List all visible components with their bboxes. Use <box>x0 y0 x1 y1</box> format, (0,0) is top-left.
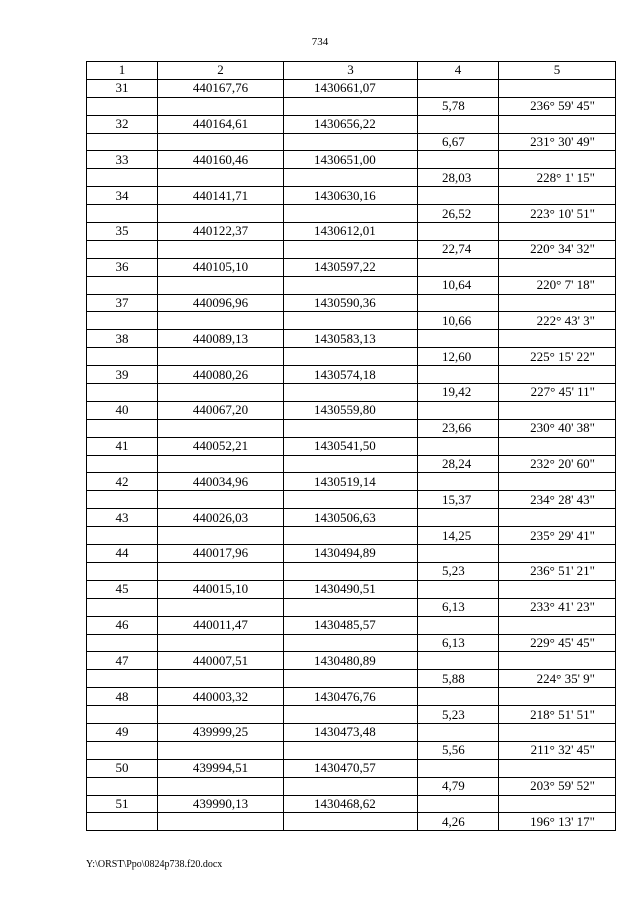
empty-cell <box>284 419 418 437</box>
column-header: 5 <box>499 62 616 80</box>
x-coordinate-cell: 440105,10 <box>158 258 284 276</box>
length-cell: 26,52 <box>418 205 499 223</box>
empty-cell <box>418 545 499 563</box>
bearing-cell: 211° 32' 45" <box>499 741 616 759</box>
empty-cell <box>499 223 616 241</box>
empty-cell <box>158 598 284 616</box>
x-coordinate-cell: 440011,47 <box>158 616 284 634</box>
point-row <box>87 437 616 455</box>
empty-cell <box>158 169 284 187</box>
point-row <box>87 616 616 634</box>
y-coordinate-cell: 1430485,57 <box>284 616 418 634</box>
empty-cell <box>158 276 284 294</box>
x-coordinate-cell: 440003,32 <box>158 688 284 706</box>
empty-cell <box>499 580 616 598</box>
point-number-cell: 51 <box>87 795 158 813</box>
point-number-cell: 45 <box>87 580 158 598</box>
empty-cell <box>499 187 616 205</box>
empty-cell <box>499 688 616 706</box>
empty-cell <box>499 616 616 634</box>
segment-row <box>87 205 616 223</box>
segment-row <box>87 598 616 616</box>
point-number-cell: 34 <box>87 187 158 205</box>
empty-cell <box>87 741 158 759</box>
empty-cell <box>418 258 499 276</box>
empty-cell <box>284 133 418 151</box>
bearing-cell: 220° 34' 32" <box>499 240 616 258</box>
x-coordinate-cell: 440089,13 <box>158 330 284 348</box>
x-coordinate-cell: 439994,51 <box>158 759 284 777</box>
y-coordinate-cell: 1430651,00 <box>284 151 418 169</box>
point-row <box>87 580 616 598</box>
empty-cell <box>499 652 616 670</box>
empty-cell <box>87 706 158 724</box>
x-coordinate-cell: 440026,03 <box>158 509 284 527</box>
segment-row <box>87 491 616 509</box>
bearing-cell: 218° 51' 51" <box>499 706 616 724</box>
empty-cell <box>158 670 284 688</box>
empty-cell <box>499 759 616 777</box>
segment-row <box>87 240 616 258</box>
bearing-cell: 231° 30' 49" <box>499 133 616 151</box>
empty-cell <box>87 670 158 688</box>
x-coordinate-cell: 439999,25 <box>158 723 284 741</box>
empty-cell <box>284 205 418 223</box>
empty-cell <box>158 312 284 330</box>
empty-cell <box>499 258 616 276</box>
length-cell: 10,64 <box>418 276 499 294</box>
empty-cell <box>158 813 284 831</box>
segment-row <box>87 706 616 724</box>
y-coordinate-cell: 1430559,80 <box>284 401 418 419</box>
point-number-cell: 43 <box>87 509 158 527</box>
bearing-cell: 230° 40' 38" <box>499 419 616 437</box>
length-cell: 14,25 <box>418 527 499 545</box>
empty-cell <box>499 115 616 133</box>
empty-cell <box>87 276 158 294</box>
point-number-cell: 31 <box>87 79 158 97</box>
bearing-cell: 225° 15' 22" <box>499 348 616 366</box>
point-number-cell: 48 <box>87 688 158 706</box>
point-number-cell: 41 <box>87 437 158 455</box>
empty-cell <box>284 491 418 509</box>
point-number-cell: 44 <box>87 545 158 563</box>
empty-cell <box>499 151 616 169</box>
point-row <box>87 79 616 97</box>
y-coordinate-cell: 1430630,16 <box>284 187 418 205</box>
point-row <box>87 366 616 384</box>
table-header-row <box>87 62 616 80</box>
y-coordinate-cell: 1430494,89 <box>284 545 418 563</box>
segment-row <box>87 527 616 545</box>
column-header: 1 <box>87 62 158 80</box>
empty-cell <box>87 634 158 652</box>
bearing-cell: 222° 43' 3" <box>499 312 616 330</box>
y-coordinate-cell: 1430590,36 <box>284 294 418 312</box>
point-row <box>87 509 616 527</box>
empty-cell <box>418 616 499 634</box>
y-coordinate-cell: 1430519,14 <box>284 473 418 491</box>
point-number-cell: 42 <box>87 473 158 491</box>
length-cell: 5,78 <box>418 97 499 115</box>
empty-cell <box>499 294 616 312</box>
point-number-cell: 39 <box>87 366 158 384</box>
y-coordinate-cell: 1430612,01 <box>284 223 418 241</box>
length-cell: 28,24 <box>418 455 499 473</box>
empty-cell <box>158 634 284 652</box>
x-coordinate-cell: 440160,46 <box>158 151 284 169</box>
empty-cell <box>284 312 418 330</box>
empty-cell <box>87 562 158 580</box>
y-coordinate-cell: 1430541,50 <box>284 437 418 455</box>
file-path-footer: Y:\ORST\Ppo\0824p738.f20.docx <box>86 859 223 870</box>
bearing-cell: 236° 59' 45" <box>499 97 616 115</box>
segment-row <box>87 562 616 580</box>
length-cell: 22,74 <box>418 240 499 258</box>
empty-cell <box>499 366 616 384</box>
empty-cell <box>284 813 418 831</box>
x-coordinate-cell: 440080,26 <box>158 366 284 384</box>
segment-row <box>87 97 616 115</box>
bearing-cell: 228° 1' 15" <box>499 169 616 187</box>
x-coordinate-cell: 440141,71 <box>158 187 284 205</box>
empty-cell <box>87 598 158 616</box>
y-coordinate-cell: 1430574,18 <box>284 366 418 384</box>
point-row <box>87 795 616 813</box>
length-cell: 23,66 <box>418 419 499 437</box>
empty-cell <box>418 688 499 706</box>
y-coordinate-cell: 1430661,07 <box>284 79 418 97</box>
bearing-cell: 224° 35' 9" <box>499 670 616 688</box>
empty-cell <box>158 240 284 258</box>
empty-cell <box>418 580 499 598</box>
empty-cell <box>158 384 284 402</box>
page-number: 734 <box>311 36 329 48</box>
empty-cell <box>418 366 499 384</box>
column-header: 3 <box>284 62 418 80</box>
length-cell: 4,79 <box>418 777 499 795</box>
empty-cell <box>499 437 616 455</box>
x-coordinate-cell: 440017,96 <box>158 545 284 563</box>
bearing-cell: 235° 29' 41" <box>499 527 616 545</box>
empty-cell <box>418 509 499 527</box>
empty-cell <box>499 401 616 419</box>
empty-cell <box>284 777 418 795</box>
segment-row <box>87 348 616 366</box>
length-cell: 5,23 <box>418 706 499 724</box>
empty-cell <box>418 795 499 813</box>
point-number-cell: 35 <box>87 223 158 241</box>
empty-cell <box>158 348 284 366</box>
empty-cell <box>158 777 284 795</box>
point-row <box>87 401 616 419</box>
empty-cell <box>284 562 418 580</box>
length-cell: 10,66 <box>418 312 499 330</box>
empty-cell <box>418 151 499 169</box>
length-cell: 6,13 <box>418 634 499 652</box>
empty-cell <box>87 133 158 151</box>
y-coordinate-cell: 1430490,51 <box>284 580 418 598</box>
empty-cell <box>418 79 499 97</box>
empty-cell <box>87 312 158 330</box>
empty-cell <box>284 384 418 402</box>
empty-cell <box>499 79 616 97</box>
y-coordinate-cell: 1430470,57 <box>284 759 418 777</box>
point-row <box>87 330 616 348</box>
x-coordinate-cell: 440007,51 <box>158 652 284 670</box>
bearing-cell: 227° 45' 11" <box>499 384 616 402</box>
empty-cell <box>158 491 284 509</box>
point-number-cell: 36 <box>87 258 158 276</box>
empty-cell <box>158 97 284 115</box>
bearing-cell: 232° 20' 60" <box>499 455 616 473</box>
y-coordinate-cell: 1430480,89 <box>284 652 418 670</box>
point-row <box>87 294 616 312</box>
x-coordinate-cell: 440122,37 <box>158 223 284 241</box>
empty-cell <box>284 527 418 545</box>
point-number-cell: 40 <box>87 401 158 419</box>
bearing-cell: 203° 59' 52" <box>499 777 616 795</box>
length-cell: 5,56 <box>418 741 499 759</box>
empty-cell <box>284 97 418 115</box>
empty-cell <box>284 169 418 187</box>
bearing-cell: 196° 13' 17" <box>499 813 616 831</box>
point-number-cell: 47 <box>87 652 158 670</box>
bearing-cell: 234° 28' 43" <box>499 491 616 509</box>
bearing-cell: 220° 7' 18" <box>499 276 616 294</box>
empty-cell <box>87 455 158 473</box>
empty-cell <box>418 223 499 241</box>
empty-cell <box>284 598 418 616</box>
point-row <box>87 652 616 670</box>
length-cell: 12,60 <box>418 348 499 366</box>
segment-row <box>87 384 616 402</box>
column-header: 4 <box>418 62 499 80</box>
point-row <box>87 759 616 777</box>
point-row <box>87 115 616 133</box>
empty-cell <box>499 330 616 348</box>
length-cell: 6,67 <box>418 133 499 151</box>
empty-cell <box>284 741 418 759</box>
empty-cell <box>418 294 499 312</box>
x-coordinate-cell: 440164,61 <box>158 115 284 133</box>
empty-cell <box>499 795 616 813</box>
point-number-cell: 49 <box>87 723 158 741</box>
point-row <box>87 223 616 241</box>
empty-cell <box>499 723 616 741</box>
segment-row <box>87 312 616 330</box>
segment-row <box>87 276 616 294</box>
empty-cell <box>87 384 158 402</box>
empty-cell <box>418 652 499 670</box>
empty-cell <box>158 562 284 580</box>
x-coordinate-cell: 440067,20 <box>158 401 284 419</box>
empty-cell <box>418 187 499 205</box>
segment-row <box>87 777 616 795</box>
point-number-cell: 37 <box>87 294 158 312</box>
length-cell: 4,26 <box>418 813 499 831</box>
empty-cell <box>87 527 158 545</box>
point-number-cell: 33 <box>87 151 158 169</box>
x-coordinate-cell: 440167,76 <box>158 79 284 97</box>
empty-cell <box>158 419 284 437</box>
point-row <box>87 688 616 706</box>
point-row <box>87 723 616 741</box>
empty-cell <box>418 437 499 455</box>
x-coordinate-cell: 440034,96 <box>158 473 284 491</box>
point-row <box>87 473 616 491</box>
segment-row <box>87 670 616 688</box>
length-cell: 28,03 <box>418 169 499 187</box>
x-coordinate-cell: 440096,96 <box>158 294 284 312</box>
x-coordinate-cell: 439990,13 <box>158 795 284 813</box>
y-coordinate-cell: 1430597,22 <box>284 258 418 276</box>
y-coordinate-cell: 1430473,48 <box>284 723 418 741</box>
length-cell: 19,42 <box>418 384 499 402</box>
empty-cell <box>418 115 499 133</box>
y-coordinate-cell: 1430656,22 <box>284 115 418 133</box>
segment-row <box>87 133 616 151</box>
point-row <box>87 545 616 563</box>
empty-cell <box>87 169 158 187</box>
empty-cell <box>418 473 499 491</box>
segment-row <box>87 634 616 652</box>
point-number-cell: 46 <box>87 616 158 634</box>
segment-row <box>87 455 616 473</box>
empty-cell <box>284 670 418 688</box>
empty-cell <box>87 419 158 437</box>
empty-cell <box>284 276 418 294</box>
x-coordinate-cell: 440052,21 <box>158 437 284 455</box>
empty-cell <box>87 97 158 115</box>
empty-cell <box>87 205 158 223</box>
y-coordinate-cell: 1430476,76 <box>284 688 418 706</box>
length-cell: 5,23 <box>418 562 499 580</box>
point-number-cell: 38 <box>87 330 158 348</box>
point-number-cell: 50 <box>87 759 158 777</box>
empty-cell <box>158 455 284 473</box>
empty-cell <box>87 348 158 366</box>
segment-row <box>87 813 616 831</box>
empty-cell <box>499 509 616 527</box>
column-header: 2 <box>158 62 284 80</box>
empty-cell <box>284 455 418 473</box>
segment-row <box>87 169 616 187</box>
segment-row <box>87 741 616 759</box>
empty-cell <box>87 813 158 831</box>
point-number-cell: 32 <box>87 115 158 133</box>
empty-cell <box>499 545 616 563</box>
empty-cell <box>158 133 284 151</box>
empty-cell <box>284 706 418 724</box>
empty-cell <box>284 240 418 258</box>
empty-cell <box>87 240 158 258</box>
empty-cell <box>158 706 284 724</box>
empty-cell <box>87 491 158 509</box>
empty-cell <box>158 741 284 759</box>
bearing-cell: 223° 10' 51" <box>499 205 616 223</box>
empty-cell <box>87 777 158 795</box>
point-row <box>87 187 616 205</box>
bearing-cell: 229° 45' 45" <box>499 634 616 652</box>
length-cell: 15,37 <box>418 491 499 509</box>
empty-cell <box>158 205 284 223</box>
empty-cell <box>418 723 499 741</box>
coordinates-table <box>86 61 616 831</box>
point-row <box>87 258 616 276</box>
y-coordinate-cell: 1430506,63 <box>284 509 418 527</box>
empty-cell <box>499 473 616 491</box>
empty-cell <box>158 527 284 545</box>
empty-cell <box>418 759 499 777</box>
empty-cell <box>418 330 499 348</box>
bearing-cell: 236° 51' 21" <box>499 562 616 580</box>
y-coordinate-cell: 1430583,13 <box>284 330 418 348</box>
length-cell: 5,88 <box>418 670 499 688</box>
point-row <box>87 151 616 169</box>
segment-row <box>87 419 616 437</box>
empty-cell <box>284 348 418 366</box>
x-coordinate-cell: 440015,10 <box>158 580 284 598</box>
empty-cell <box>418 401 499 419</box>
bearing-cell: 233° 41' 23" <box>499 598 616 616</box>
length-cell: 6,13 <box>418 598 499 616</box>
y-coordinate-cell: 1430468,62 <box>284 795 418 813</box>
empty-cell <box>284 634 418 652</box>
